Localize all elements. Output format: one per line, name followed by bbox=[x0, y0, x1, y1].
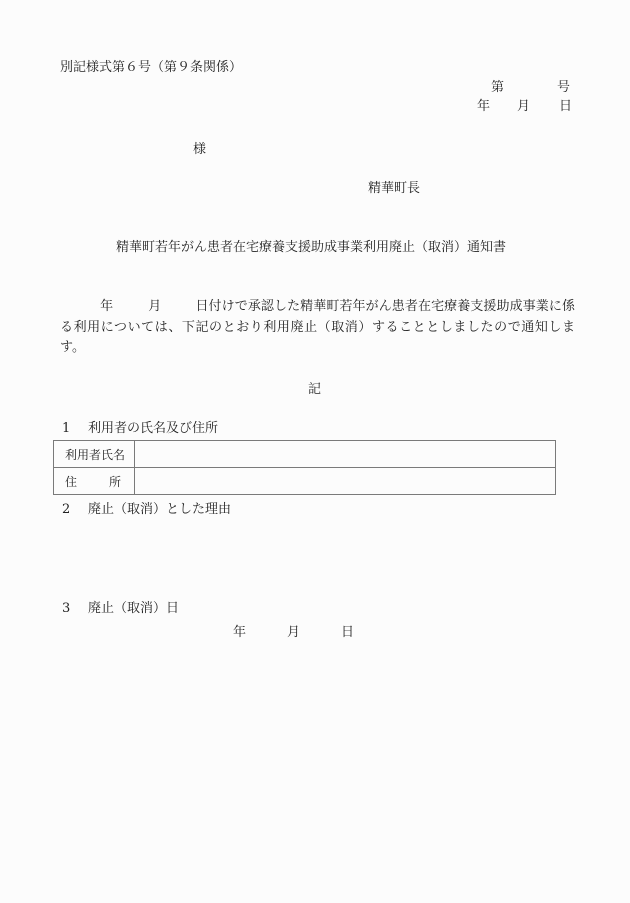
section-1-label: 利用者の氏名及び住所 bbox=[88, 421, 219, 436]
section-1-number: 1 bbox=[62, 421, 71, 436]
abolish-date-year: 年 bbox=[233, 625, 247, 640]
user-name-field[interactable] bbox=[135, 441, 556, 468]
body-date-year: 年 bbox=[100, 299, 114, 314]
user-name-label: 利用者氏名 bbox=[54, 441, 135, 468]
body-paragraph bbox=[60, 297, 575, 359]
issue-date-month: 月 bbox=[517, 99, 531, 114]
document-number-prefix: 第 bbox=[491, 80, 505, 95]
issuer-name: 精華町長 bbox=[368, 181, 421, 196]
section-2-label: 廃止（取消）とした理由 bbox=[88, 502, 232, 517]
address-label bbox=[65, 473, 121, 490]
abolish-date-month: 月 bbox=[287, 625, 301, 640]
section-3-label: 廃止（取消）日 bbox=[88, 601, 180, 616]
section-1-heading bbox=[62, 421, 218, 437]
table-row-address bbox=[54, 468, 556, 495]
issue-date-year: 年 bbox=[477, 99, 491, 114]
table-row-user-name bbox=[54, 441, 556, 468]
body-date-month: 月 bbox=[148, 299, 162, 314]
address-label-part-1: 住 bbox=[65, 474, 78, 489]
issue-date-day: 日 bbox=[559, 99, 573, 114]
body-text: 日付けで承認した精華町若年がん患者在宅療養支援助成事業に係る利用については、下記のとおり利用廃止（取消）することとしましたので通知します。 bbox=[60, 299, 575, 355]
document-title: 精華町若年がん患者在宅療養支援助成事業利用廃止（取消）通知書 bbox=[116, 240, 507, 255]
ki-heading: 記 bbox=[308, 382, 322, 397]
form-identifier: 別記様式第６号（第９条関係） bbox=[60, 60, 243, 75]
abolish-date-day: 日 bbox=[341, 625, 355, 640]
section-2-number: 2 bbox=[62, 502, 71, 517]
section-3-number: 3 bbox=[62, 601, 71, 616]
section-3-heading bbox=[62, 601, 179, 617]
address-label-part-2: 所 bbox=[108, 474, 121, 489]
address-field[interactable] bbox=[135, 468, 556, 495]
user-info-table bbox=[53, 440, 556, 495]
recipient-honorific: 様 bbox=[193, 142, 207, 157]
document-number-suffix: 号 bbox=[557, 80, 571, 95]
section-2-heading bbox=[62, 502, 231, 518]
address-label-cell bbox=[54, 468, 135, 495]
